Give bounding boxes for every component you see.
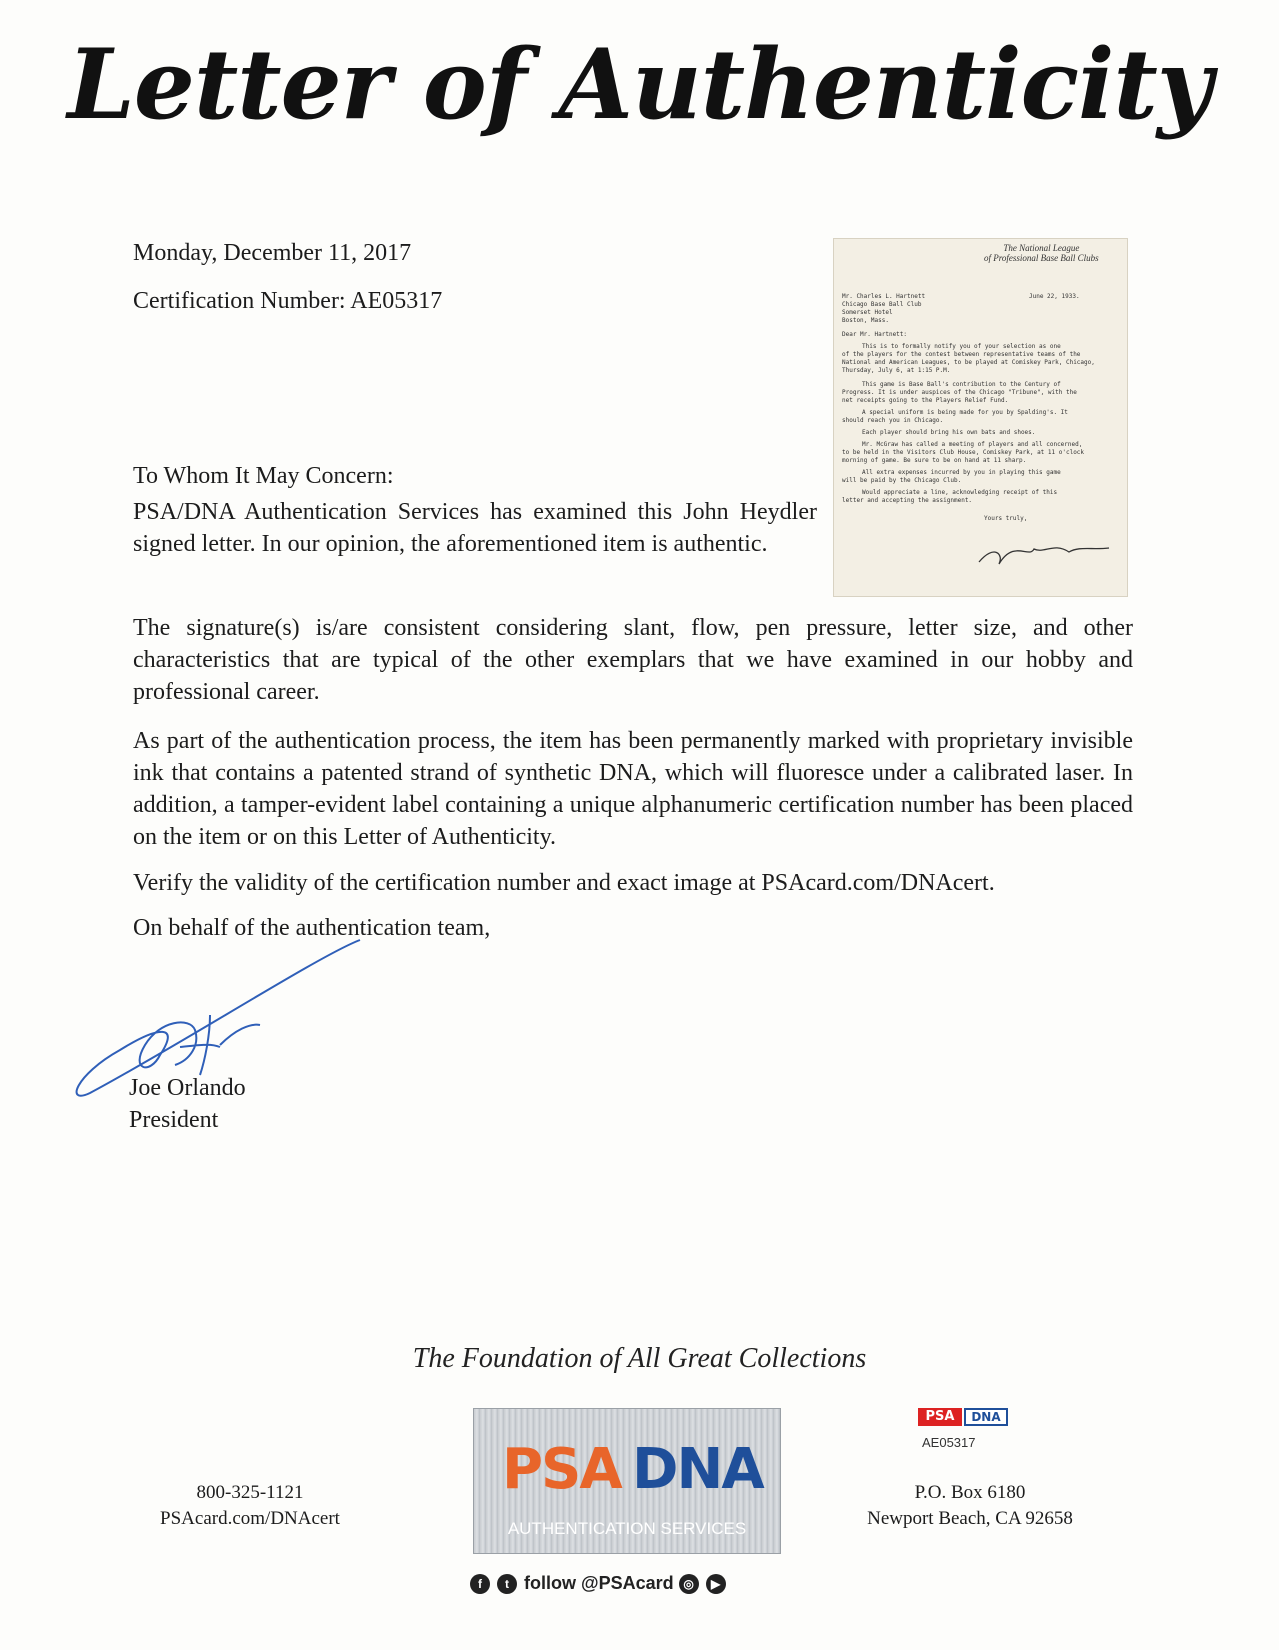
item-heading-1: The National League [1003,243,1080,253]
item-line: of the players for the contest between representative teams of the [842,351,1081,358]
item-line: All extra expenses incurred by you in playing this game [862,469,1061,476]
item-image-letter [833,238,1128,597]
instagram-icon[interactable]: ◎ [679,1574,699,1594]
item-line: Thursday, July 6, at 1:15 P.M. [842,367,951,374]
item-line: Each player should bring his own bats and shoes. [862,429,1036,436]
item-line: Mr. McGraw has called a meeting of players and all concerned, [862,441,1083,448]
signatory-name: Joe Orlando [129,1075,246,1101]
certification-sticker [918,1408,1058,1460]
item-letterhead [984,243,1099,263]
phone-number: 800-325-1121 [196,1482,304,1503]
item-line: This game is Base Ball's contribution to the Century of [862,381,1061,388]
po-box: P.O. Box 6180 [914,1482,1026,1503]
item-line: Would appreciate a line, acknowledging receipt of this [862,489,1058,496]
item-line: letter and accepting the assignment. [842,497,973,504]
youtube-icon[interactable]: ▶ [706,1574,726,1594]
item-line: net receipts going to the Players Relief Fund. [842,397,1009,404]
item-salutation: Dear Mr. Hartnett: [842,331,908,338]
paragraph-examined: PSA/DNA Authentication Services has examined this John Heydler signed letter. In our opinion, the aforementioned item is authentic. [133,499,817,557]
twitter-icon[interactable]: t [497,1574,517,1594]
sticker-number: AE05317 [922,1435,976,1450]
item-closing: Yours truly, [984,515,1028,522]
facebook-icon[interactable]: f [470,1574,490,1594]
greeting: To Whom It May Concern: [133,463,394,489]
sticker-psa: PSA [918,1408,962,1426]
item-date: June 22, 1933. [1029,293,1080,300]
item-line: National and American Leagues, to be played at Comiskey Park, Chicago, [842,359,1095,366]
item-line: should reach you in Chicago. [842,417,944,424]
item-line: Progress. It is under auspices of the Chicago "Tribune", with the [842,389,1077,396]
logo-dna: DNA [632,1437,763,1502]
logo-psa: PSA [502,1437,621,1502]
footer-tagline: The Foundation of All Great Collections [412,1343,867,1374]
item-address-3: Somerset Hotel [842,309,893,316]
item-heading-2: of Professional Base Ball Clubs [984,253,1099,263]
item-line: to be held in the Visitors Club House, Comiskey Park, at 11 o'clock [842,449,1085,456]
logo-subtitle: AUTHENTICATION SERVICES [507,1519,747,1538]
closing-line: On behalf of the authentication team, [133,915,491,941]
letter-date: Monday, December 11, 2017 [133,240,412,266]
document-title: Letter of Authenticity [67,28,1212,141]
follow-handle: follow @PSAcard [524,1573,674,1593]
sticker-dna: DNA [964,1408,1008,1426]
city-address: Newport Beach, CA 92658 [867,1508,1073,1529]
signatory-role: President [129,1107,219,1133]
social-follow[interactable] [470,1573,790,1594]
item-signature [974,524,1114,574]
item-line: will be paid by the Chicago Club. [842,477,962,484]
item-line: morning of game. Be sure to be on hand at 11 sharp. [842,457,1027,464]
item-address-4: Boston, Mass. [842,317,889,324]
paragraph-signature: The signature(s) is/are consistent considering slant, flow, pen pressure, letter size, and other characteristics that are typical of the other exemplars that we have examined in our hobby and professional career. [133,615,1133,705]
paragraph-verify: Verify the validity of the certification number and exact image at PSAcard.com/DNAcert. [133,870,995,896]
paragraph-process: As part of the authentication process, the item has been permanently marked with proprietary invisible ink that contains a patented strand of synthetic DNA, which will fluoresce under a calibrated laser. In addition, a tamper-evident label containing a unique alphanumeric certification number has been placed on the item or on this Letter of Authenticity. [133,728,1133,850]
psa-dna-logo [473,1408,781,1554]
contact-right [850,1480,1090,1532]
contact-left [140,1480,360,1532]
item-line: This is to formally notify you of your selection as one [862,343,1061,350]
website-link[interactable]: PSAcard.com/DNAcert [160,1508,340,1529]
item-line: A special uniform is being made for you by Spalding's. It [862,409,1068,416]
item-address-1: Mr. Charles L. Hartnett [842,293,926,300]
certification-number: Certification Number: AE05317 [133,288,443,314]
item-address-2: Chicago Base Ball Club [842,301,922,308]
